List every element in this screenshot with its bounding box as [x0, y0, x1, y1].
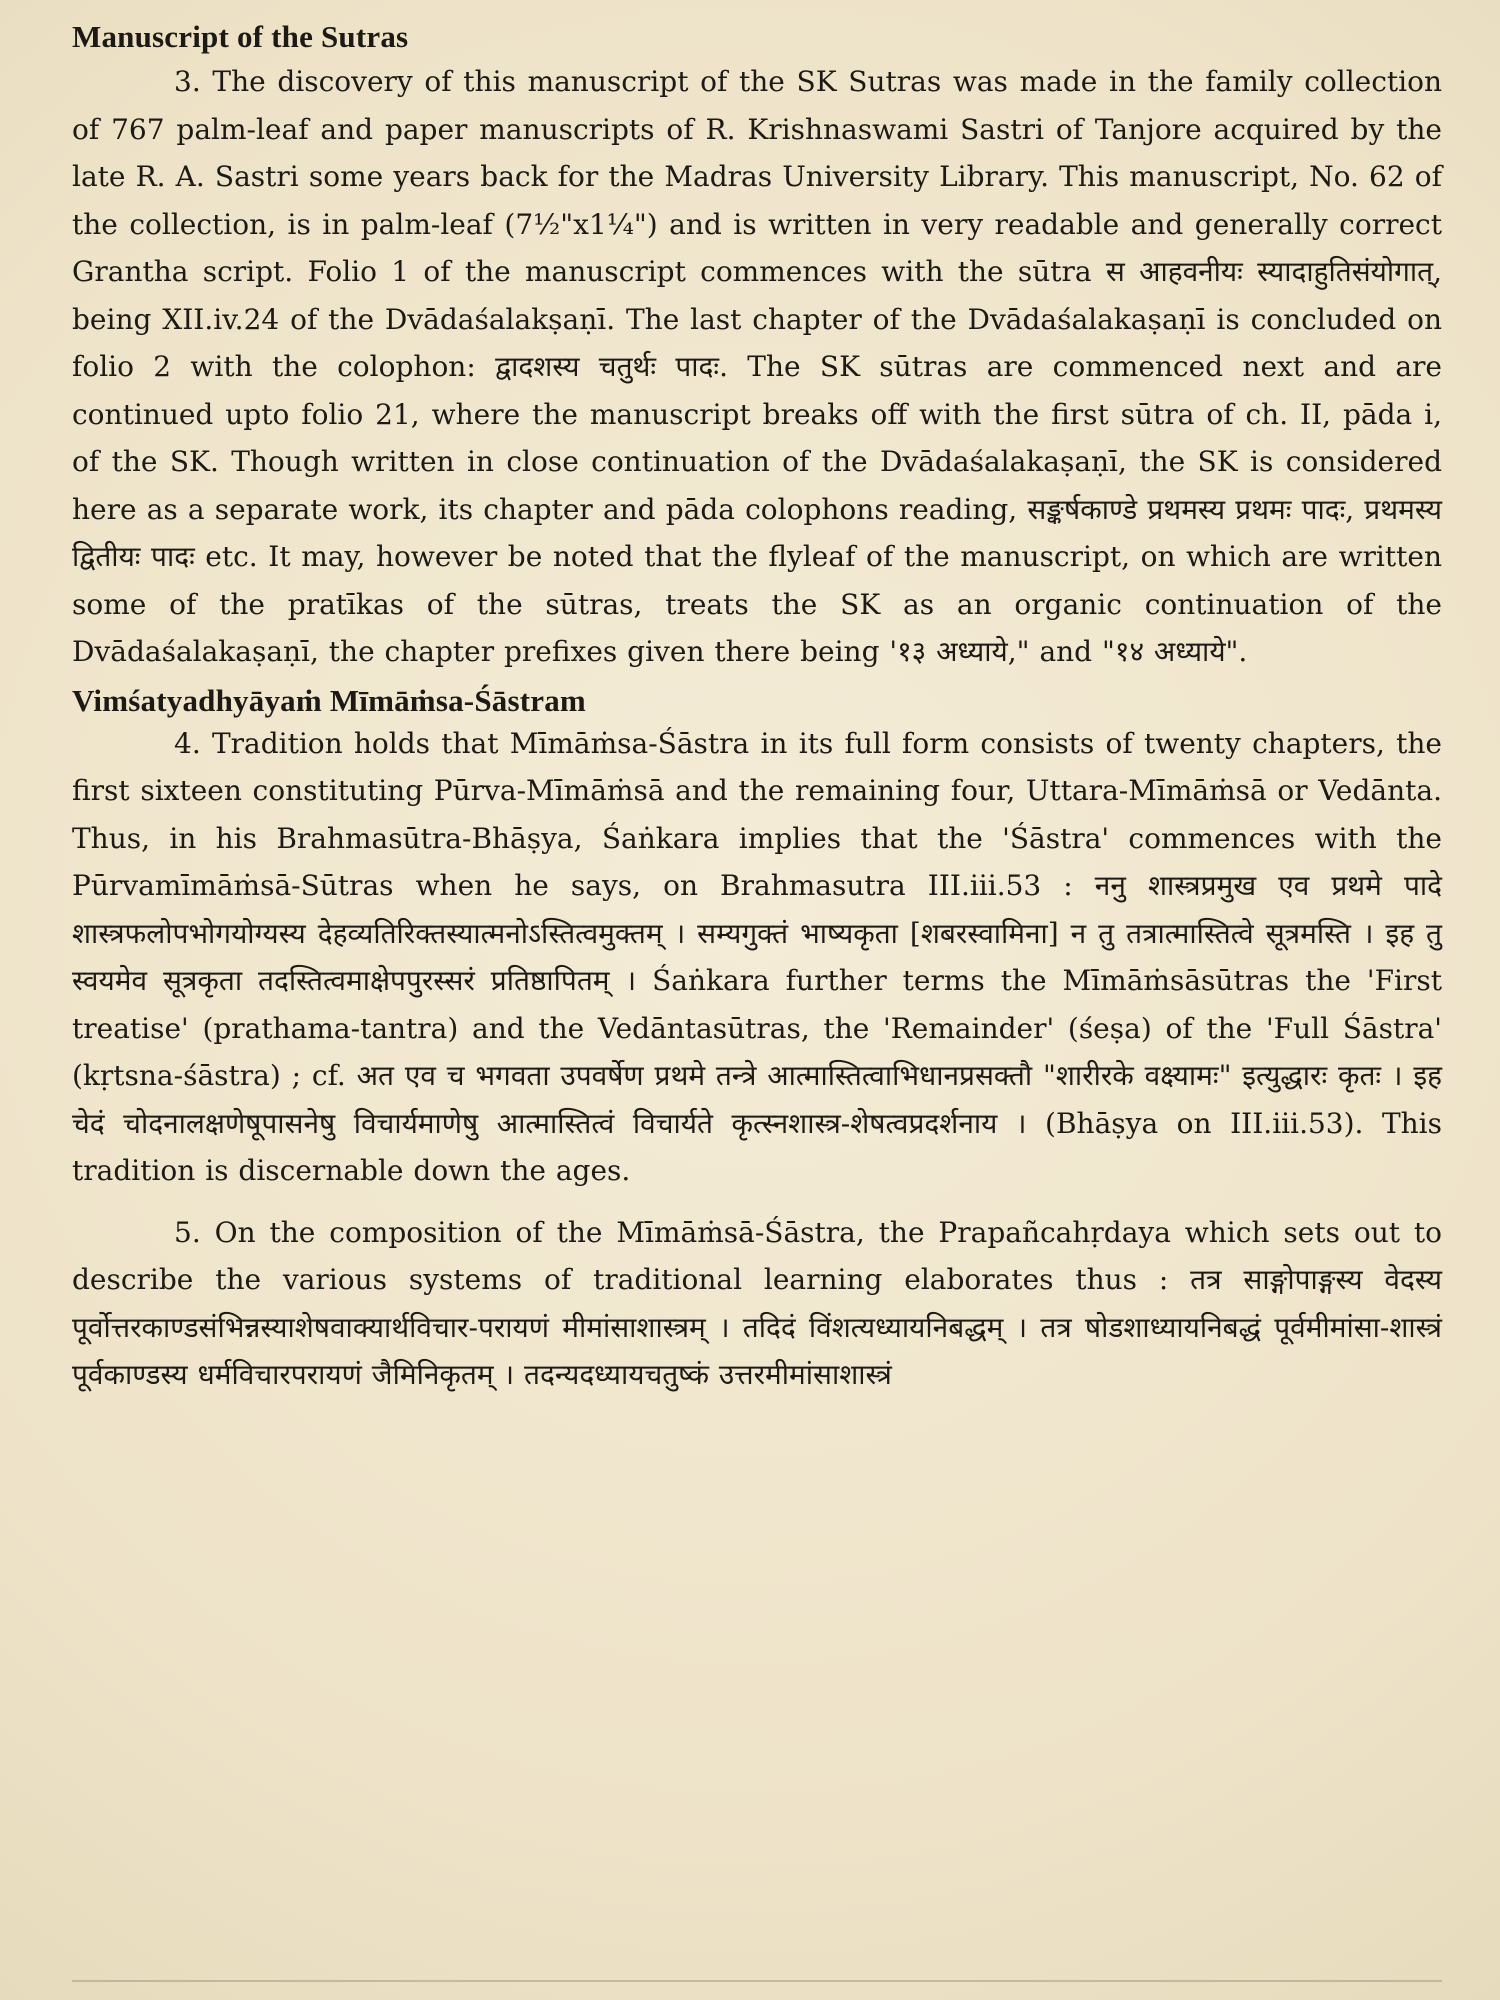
paragraph-5: 5. On the composition of the Mīmāṁsā-Śāstra, the Prapañcahṛdaya which sets out to describe the various systems of traditional learning elaborates thus : तत्र साङ्गोपाङ्गस्य वेदस्य पूर्वोत्तरकाण्डसंभिन्नस्याशेषवाक्यार्थविचार-परायणं मीमांसाशास्त्रम् । तदिदं विंशत्यध्यायनिबद्धम् । तत्र षोडशाध्यायनिबद्धं पूर्वमीमांसा-शास्त्रं पूर्वकाण्डस्य धर्मविचारपरायणं जैमिनिकृतम् । तदन्यदध्यायचतुष्कं उत्तरमीमांसाशास्त्रं — [72, 1215, 1442, 1391]
page-bottom-shadow-line — [72, 1980, 1442, 1982]
section-heading-vimsatyadhyayam: Vimśatyadhyāyaṁ Mīmāṁsa-Śāstram — [72, 682, 586, 718]
paragraph-3: 3. The discovery of this manuscript of the SK Sutras was made in the family collection of 767 palm-leaf and paper manuscripts of R. Krishnaswami Sastri of Tanjore acquired by the late R. A. Sastri some years back for the Madras University Library. This manuscript, No. 62 of the collection, is in palm-leaf (7½"x1¼") and is written in very readable and generally correct Grantha script. Folio 1 of the manuscript commences with the sūtra स आहवनीयः स्यादाहुतिसंयोगात्, being XII.iv.24 of the Dvādaśalakṣaṇī. The last chapter of the Dvādaśalakaṣaṇī is concluded on folio 2 with the colophon: द्वादशस्य चतुर्थः पादः. The SK sūtras are commenced next and are continued upto folio 21, where the manuscript breaks off with the first sūtra of ch. II, pāda i, of the SK. Though written in close continuation of the Dvādaśalakaṣaṇī, the SK is considered here as a separate work, its chapter and pāda colophons reading, सङ्कर्षकाण्डे प्रथमस्य प्रथमः पादः, प्रथमस्य द्वितीयः पादः etc. It may, however be noted that the flyleaf of the manuscript, on which are written some of the pratīkas of the sūtras, treats the SK as an organic continuation of the Dvādaśalakaṣaṇī, the chapter prefixes given there being '१३ अध्याये," and "१४ अध्याये". — [72, 65, 1442, 668]
spacer — [72, 1195, 1442, 1209]
section-heading-manuscript: Manuscript of the Sutras — [72, 19, 409, 54]
paragraph-4: 4. Tradition holds that Mīmāṁsa-Śāstra in its full form consists of twenty chapters, the first sixteen constituting Pūrva-Mīmāṁsā and the remaining four, Uttara-Mīmāṁsā or Vedānta. Thus, in his Brahmasūtra-Bhāṣya, Śaṅkara implies that the 'Śāstra' commences with the Pūrvamīmāṁsā-Sūtras when he says, on Brahmasutra III.iii.53 : ननु शास्त्रप्रमुख एव प्रथमे पादे शास्त्रफलोपभोगयोग्यस्य देहव्यतिरिक्तस्यात्मनोऽस्तित्वमुक्तम् । सम्यगुक्तं भाष्यकृता [शबरस्वामिना] न तु तत्रात्मास्तित्वे सूत्रमस्ति । इह तु स्वयमेव सूत्रकृता तदस्तित्वमाक्षेपपुरस्सरं प्रतिष्ठापितम् । Śaṅkara further terms the Mīmāṁsāsūtras the 'First treatise' (prathama-tantra) and the Vedāntasūtras, the 'Remainder' (śeṣa) of the 'Full Śāstra' (kṛtsna-śāstra) ; cf. अत एव च भगवता उपवर्षेण प्रथमे तन्त्रे आत्मास्तित्वाभिधानप्रसक्तौ "शारीरके वक्ष्यामः" इत्युद्धारः कृतः । इह चेदं चोदनालक्षणेषूपासनेषु विचार्यमाणेषु आत्मास्तित्वं विचार्यते कृत्स्नशास्त्र-शेषत्वप्रदर्शनाय । (Bhāṣya on III.iii.53). This tradition is discernable down the ages. — [72, 726, 1442, 1187]
